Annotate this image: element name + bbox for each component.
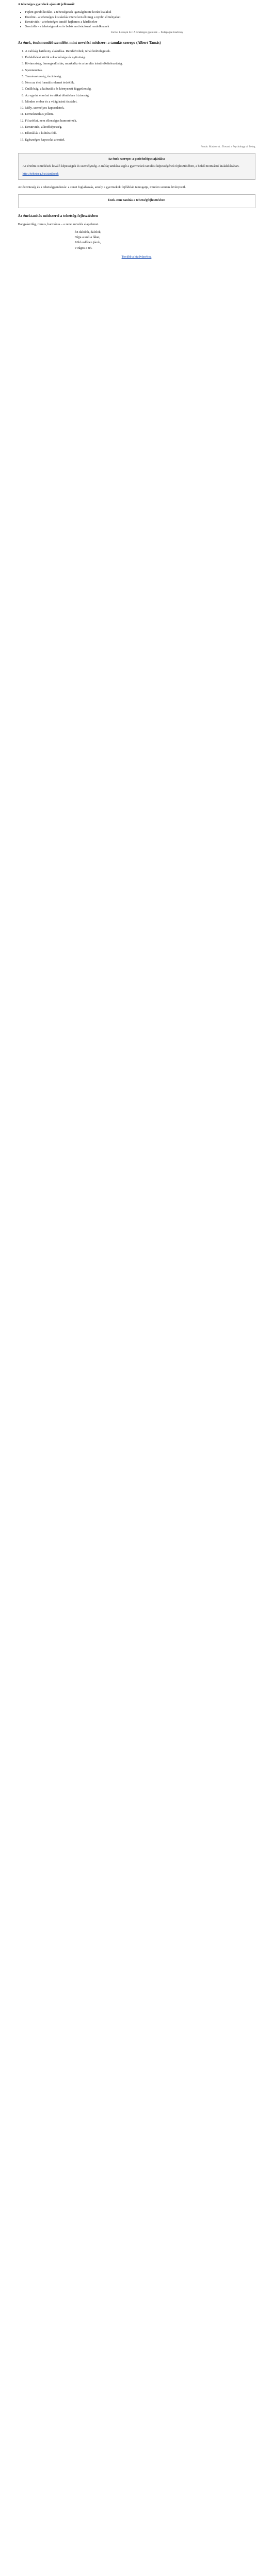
intro-bullets [18,10,255,29]
list-item: 13. Kreativitás, alkotóképesség. [25,125,255,129]
document-column [18,2,255,259]
list-item: 3. Kíváncsiság, önmegvalósítás, munkaláz és a tanulás iránti elkötelezettség. [25,61,255,66]
list-item: 9. Minden ember és a világ iránti tisztelet. [25,99,255,104]
list-item: 10. Mély, személyes kapcsolatok. [25,106,255,110]
poem [18,230,255,250]
intro-bullet: • Kreativitás - a tehetséges tanuló hajlamos a kérdésekre [25,20,255,24]
body-paragraph: Az őszinteség és a tehetséggondozás: a zenei foglalkozás, amely a gyermekek fejlődését támogatja, minden szinten érvényesül. [18,185,186,190]
characteristics-list [18,49,255,142]
poem-line: Fújja a szél a fákat, [74,235,101,240]
footnote: Forrás: Maslow A.: Toward a Psychology of Being [200,145,255,148]
body-paragraph-2: Hangzásvilág, ritmus, harmónia – a zenei nevelés alapelemei. [18,222,100,226]
info-box-link[interactable]: http://tehetseg.hu/ajanlasok [22,172,59,176]
list-item: 4. Spontaneitás. [25,68,255,73]
intro-bullet: • Fejlett gondolkodási- a tehetségesek igazságérzete korán kialakul [25,10,255,14]
intro-heading: A tehetséges gyerekek ajánlott jellemzői: [18,3,75,6]
poem-line: Én dalolok, dalolok, [74,230,102,234]
info-box [18,153,255,180]
info-box-title: Az ének szerepe: a pszichológus ajánlása [108,157,165,161]
poem-line: Virágos a rét. [74,246,92,250]
list-item: 12. Filozófiai, nem ellenséges humorérzék. [25,118,255,123]
list-item: 14. Ellenállás a kultúra felé. [25,131,255,135]
intro-bullet: • Szociális - a tehetségesek erős belső motivációval rendelkeznek [25,24,255,29]
info-box-secondary [18,194,255,208]
list-item: 2. Érdeklődési körök sokszínűsége és nyitottság. [25,55,255,60]
poem-line: Zöld erdőben járok, [74,241,101,245]
intro-source: Forrás: Lisznyai Sz.: A tehetséges gyerekek ... Pedagógiai kiadvány [110,31,183,35]
section-heading-2: Az énektanítás módszerei a tehetség-fejlesztésben [18,213,98,218]
intro-bullet: • Érzelmi - a tehetséges kisiskolás intenzíven éli meg a nyelvi élményeket [25,15,255,20]
list-item: 8. Az egyéni érzelmi és etikai döntésben biztonság. [25,93,255,98]
info-box-text: Az értelmi ismétlések kiváló képességek és személyiség. A műfaj tanítása segít a gyermekek tanulási képességének fejlesztésében, a belső motiváció kialakításában. [22,164,239,168]
section-heading: Az ének, énekmondói szemlélet mint nevelési módszer: a tanulás szerepe (Albert Tamás) [18,40,161,45]
list-item: 11. Demokratikus jellem. [25,112,255,116]
list-item: 15. Egészséges kapcsolat a testtel. [25,138,255,142]
list-item: 7. Önállóság, a kulturális és környezeti függetlenség. [25,87,255,91]
info-box-secondary-title: Ének-zene tanítás a tehetségfejlesztésben [107,198,166,202]
list-item: 5. Természetesség, őszinteség. [25,74,255,79]
final-link[interactable]: Tovább a kiadványhoz [121,255,152,259]
list-item: 1. A valóság hatékony alakulása. Rendkívüliek, tehát különlegesek. [25,49,255,54]
list-item: 6. Nem az élet formális elemei érdeklik. [25,80,255,85]
